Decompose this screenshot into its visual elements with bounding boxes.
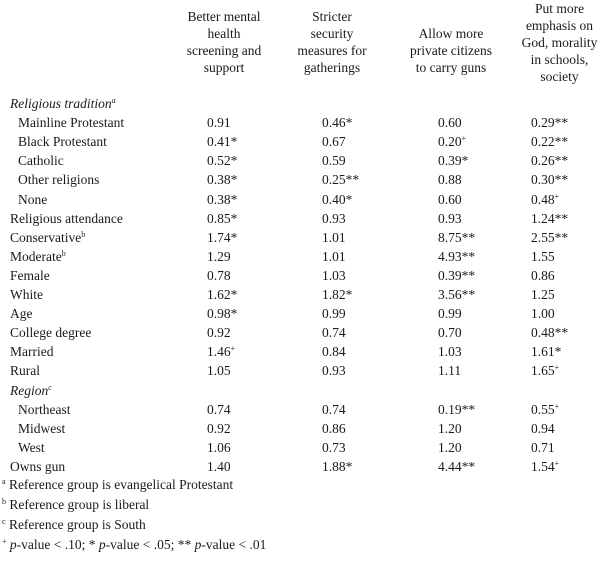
significance-marker: +: [554, 363, 560, 373]
header-line: emphasis on: [525, 18, 594, 33]
table-row: [0, 285, 607, 304]
table-cell: 0.93: [322, 363, 346, 379]
table-cell: 0.38*: [207, 172, 238, 188]
table-cell: 1.01: [322, 229, 346, 245]
table-cell: 1.82*: [322, 287, 353, 302]
table-cell: 0.48**: [531, 325, 569, 341]
table-cell: 1.62*: [207, 287, 238, 302]
table-cell: 0.99: [438, 306, 462, 322]
table-cell: 1.46+: [207, 344, 236, 360]
table-cell: 0.91: [207, 115, 231, 131]
table-cell: 0.40*: [322, 191, 353, 207]
footnote-marker: b: [81, 229, 86, 239]
table-cell: 0.74: [322, 325, 346, 341]
header-line: Stricter: [312, 9, 352, 24]
table-cell: 0.22**: [531, 134, 569, 150]
table-cell: 0.93: [322, 210, 346, 226]
significance-marker: +: [461, 134, 467, 144]
header-line: gatherings: [303, 60, 361, 75]
footnote-a: $^a$ Reference group is evangelical Protestant: [2, 477, 234, 492]
table-cell: 0.98*: [207, 306, 238, 322]
header-line: Better mental: [187, 9, 261, 24]
table-cell: 1.03: [322, 267, 346, 283]
table-cell: 0.84: [322, 344, 346, 360]
table-row: [0, 323, 607, 342]
row-label: Age: [10, 306, 33, 322]
table-cell: 1.40: [207, 458, 231, 474]
row-label: White: [10, 287, 43, 302]
row-label: Religious attendance: [10, 210, 123, 226]
table-cell: 4.93**: [438, 248, 476, 264]
row-label: Moderate$^b$: [10, 248, 66, 264]
table-cell: 1.74*: [207, 229, 238, 245]
table-cell: 1.25: [531, 287, 555, 302]
table-cell: 1.29: [207, 248, 231, 264]
table-cell: 1.03: [438, 344, 462, 360]
row-label: Married: [10, 344, 54, 360]
header-line: support: [203, 60, 245, 75]
row-label: West: [18, 439, 45, 455]
table-row: [0, 209, 607, 228]
table-row: [0, 132, 607, 151]
header-line: health: [207, 26, 241, 41]
header-line: Put more: [534, 1, 585, 16]
table-cell: 0.38*: [207, 191, 238, 207]
table-cell: 1.06: [207, 439, 231, 455]
row-label: Region$^c$: [10, 382, 52, 398]
table-cell: 0.19**: [438, 401, 476, 417]
table-row: [0, 113, 607, 132]
row-label: Northeast: [18, 401, 71, 417]
table-row: [0, 457, 607, 476]
table-row: [0, 228, 607, 247]
header-line: private citizens: [409, 43, 493, 58]
table-cell: 0.52*: [207, 153, 238, 169]
table-cell: 0.48+: [531, 191, 560, 207]
row-label: Female: [10, 267, 50, 283]
significance-marker: +: [554, 458, 560, 468]
significance-marker: +: [554, 191, 560, 201]
table-cell: 0.55+: [531, 401, 560, 417]
header-col-carry-guns: [392, 25, 510, 76]
table-cell: 0.73: [322, 439, 346, 455]
table-cell: 0.29**: [531, 115, 569, 131]
table-cell: 0.86: [322, 420, 346, 436]
footnote-marker: b: [61, 248, 66, 258]
table-cell: 8.75**: [438, 229, 476, 245]
table-cell: 1.05: [207, 363, 231, 379]
header-col-god-morality: [512, 0, 607, 85]
header-line: Allow more: [418, 26, 484, 41]
table-cell: 0.25**: [322, 172, 360, 188]
header-line: in schools,: [530, 52, 589, 67]
table-cell: 1.65+: [531, 363, 560, 379]
table-cell: 0.67: [322, 134, 346, 150]
table-row: [0, 190, 607, 209]
footnote-c: $^c$ Reference group is South: [2, 517, 146, 532]
table-cell: 0.86: [531, 267, 555, 283]
table-cell: 0.39**: [438, 267, 476, 283]
table-row: [0, 419, 607, 438]
table-cell: 1.24**: [531, 210, 569, 226]
table-cell: 1.20: [438, 420, 462, 436]
table-cell: 1.11: [438, 363, 462, 379]
table-cell: 1.55: [531, 248, 555, 264]
table-row: [0, 151, 607, 170]
table-cell: 0.60: [438, 115, 462, 131]
footnote-significance: + p-value < .10; * p-value < .05; ** p-value < .01: [2, 537, 267, 552]
header-col-mental-health: [172, 8, 276, 76]
table-cell: 0.30**: [531, 172, 569, 188]
header-line: security: [310, 26, 354, 41]
table-cell: 1.88*: [322, 458, 353, 474]
table-cell: 0.99: [322, 306, 346, 322]
table-row: [0, 342, 607, 361]
table-cell: 4.44**: [438, 458, 476, 474]
row-label: Black Protestant: [18, 134, 107, 150]
table-cell: 3.56**: [438, 287, 476, 302]
row-label: College degree: [10, 325, 92, 341]
table-cell: 0.41*: [207, 134, 238, 150]
table-cell: 0.93: [438, 210, 462, 226]
footnote-marker: a: [111, 96, 116, 105]
footnote-b: $^b$ Reference group is liberal: [2, 497, 150, 512]
table-row: [0, 400, 607, 419]
row-label: Owns gun: [10, 458, 66, 474]
table-cell: 0.74: [322, 401, 346, 417]
table-cell: 1.01: [322, 248, 346, 264]
row-label: Conservative$^b$: [10, 229, 86, 245]
table-cell: 0.74: [207, 401, 231, 417]
table-cell: 0.59: [322, 153, 346, 169]
table-cell: 1.61*: [531, 344, 562, 360]
table-cell: 2.55**: [531, 229, 569, 245]
significance-marker: +: [554, 401, 560, 411]
table-cell: 1.54+: [531, 458, 560, 474]
table-cell: 0.88: [438, 172, 462, 188]
table-row: [0, 266, 607, 285]
footnote-marker: c: [48, 382, 52, 392]
table-row: [0, 170, 607, 189]
header-line: society: [540, 69, 579, 84]
table-cell: 0.92: [207, 325, 231, 341]
section-row: [0, 94, 607, 113]
header-line: screening and: [186, 43, 262, 58]
table-cell: 0.92: [207, 420, 231, 436]
table-cell: 0.71: [531, 439, 555, 455]
table-row: [0, 361, 607, 380]
table-cell: 0.46*: [322, 115, 353, 131]
header-line: measures for: [297, 43, 367, 58]
header-line: to carry guns: [415, 60, 487, 75]
row-label: Religious tradition$^a$: [10, 96, 116, 111]
row-label: Midwest: [18, 420, 66, 436]
header-col-security: [282, 8, 382, 76]
row-label: None: [18, 191, 48, 207]
table-row: [0, 438, 607, 457]
table-cell: 0.60: [438, 191, 462, 207]
row-label: Rural: [10, 363, 40, 379]
table-cell: 0.26**: [531, 153, 569, 169]
section-row: [0, 381, 607, 400]
significance-marker: +: [230, 344, 236, 354]
row-label: Other religions: [18, 172, 100, 188]
table-cell: 0.94: [531, 420, 555, 436]
table-cell: 0.70: [438, 325, 462, 341]
table-row: [0, 247, 607, 266]
table-cell: 0.20+: [438, 134, 467, 150]
row-label: Mainline Protestant: [18, 115, 125, 131]
header-line: God, morality: [521, 35, 598, 50]
table-cell: 1.00: [531, 306, 555, 322]
table-cell: 0.78: [207, 267, 231, 283]
table-cell: 1.20: [438, 439, 462, 455]
table-row: [0, 304, 607, 323]
table-cell: 0.39*: [438, 153, 469, 169]
row-label: Catholic: [18, 153, 64, 169]
table-cell: 0.85*: [207, 210, 238, 226]
